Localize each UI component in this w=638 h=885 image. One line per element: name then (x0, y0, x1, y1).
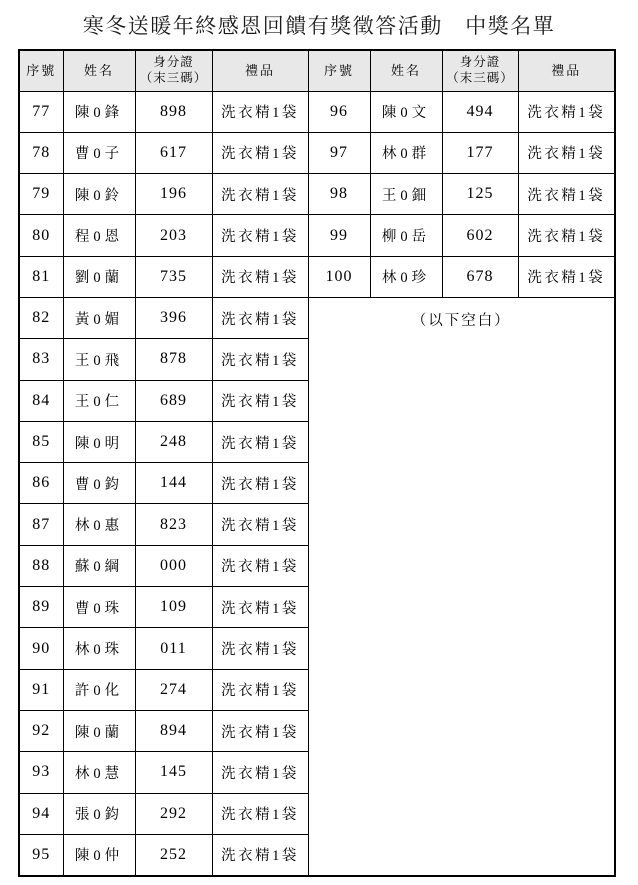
name-cell: 陳0鈴 (63, 174, 135, 215)
gift-cell: 洗衣精1袋 (212, 215, 308, 256)
name-cell: 王0仁 (63, 380, 135, 421)
gift-cell: 洗衣精1袋 (212, 463, 308, 504)
id-cell: 878 (135, 339, 212, 380)
name-cell: 程0恩 (63, 215, 135, 256)
gift-cell: 洗衣精1袋 (212, 174, 308, 215)
table-row (19, 215, 615, 256)
gift-cell: 洗衣精1袋 (518, 132, 615, 173)
name-cell: 曹0珠 (63, 587, 135, 628)
seq-cell: 97 (308, 132, 370, 173)
seq-cell: 89 (19, 587, 63, 628)
name-cell: 陳0蘭 (63, 710, 135, 751)
name-cell: 柳0岳 (370, 215, 442, 256)
gift-cell: 洗衣精1袋 (212, 132, 308, 173)
header-id-line1: 身分證 (153, 55, 194, 70)
header-id-left (135, 50, 212, 91)
name-cell: 蘇0綱 (63, 545, 135, 586)
name-cell: 林0珠 (63, 628, 135, 669)
header-id-right (442, 50, 518, 91)
id-cell: 248 (135, 421, 212, 462)
id-cell: 203 (135, 215, 212, 256)
gift-cell: 洗衣精1袋 (212, 297, 308, 338)
gift-cell: 洗衣精1袋 (212, 545, 308, 586)
seq-cell: 95 (19, 834, 63, 875)
seq-cell: 92 (19, 710, 63, 751)
table-row (19, 91, 615, 132)
gift-cell: 洗衣精1袋 (212, 421, 308, 462)
seq-cell: 83 (19, 339, 63, 380)
name-cell: 陳0仲 (63, 834, 135, 875)
seq-cell: 90 (19, 628, 63, 669)
header-id-line2: （末三碼） (139, 70, 208, 85)
seq-cell: 93 (19, 752, 63, 793)
name-cell: 張0鈞 (63, 793, 135, 834)
gift-cell: 洗衣精1袋 (212, 91, 308, 132)
seq-cell: 88 (19, 545, 63, 586)
header-seq-right: 序號 (308, 50, 370, 91)
name-cell: 王0鈿 (370, 174, 442, 215)
header-row (19, 50, 615, 91)
header-gift-left: 禮品 (212, 50, 308, 91)
name-cell: 曹0子 (63, 132, 135, 173)
id-cell: 000 (135, 545, 212, 586)
name-cell: 曹0鈞 (63, 463, 135, 504)
gift-cell: 洗衣精1袋 (212, 587, 308, 628)
gift-cell: 洗衣精1袋 (212, 504, 308, 545)
header-seq-left: 序號 (19, 50, 63, 91)
id-cell: 894 (135, 710, 212, 751)
id-cell: 274 (135, 669, 212, 710)
header-id-line2: （末三碼） (446, 70, 514, 85)
id-cell: 011 (135, 628, 212, 669)
page-title: 寒冬送暖年終感恩回饋有獎徵答活動 中獎名單 (82, 14, 556, 38)
gift-cell: 洗衣精1袋 (518, 174, 615, 215)
gift-cell: 洗衣精1袋 (212, 834, 308, 875)
gift-cell: 洗衣精1袋 (212, 710, 308, 751)
header-id-line1: 身分證 (459, 55, 501, 70)
id-cell: 898 (135, 91, 212, 132)
gift-cell: 洗衣精1袋 (212, 339, 308, 380)
id-cell: 177 (442, 132, 518, 173)
name-cell: 林0群 (370, 132, 442, 173)
id-cell: 823 (135, 504, 212, 545)
gift-cell: 洗衣精1袋 (212, 256, 308, 297)
id-cell: 109 (135, 587, 212, 628)
id-cell: 494 (442, 91, 518, 132)
seq-cell: 82 (19, 297, 63, 338)
gift-cell: 洗衣精1袋 (518, 91, 615, 132)
id-cell: 689 (135, 380, 212, 421)
seq-cell: 85 (19, 421, 63, 462)
id-cell: 252 (135, 834, 212, 875)
seq-cell: 87 (19, 504, 63, 545)
seq-cell: 96 (308, 91, 370, 132)
table-row (19, 297, 615, 338)
id-cell: 292 (135, 793, 212, 834)
name-cell: 王0飛 (63, 339, 135, 380)
gift-cell: 洗衣精1袋 (518, 215, 615, 256)
name-cell: 陳0明 (63, 421, 135, 462)
id-cell: 602 (442, 215, 518, 256)
gift-cell: 洗衣精1袋 (212, 669, 308, 710)
seq-cell: 91 (19, 669, 63, 710)
gift-cell: 洗衣精1袋 (212, 628, 308, 669)
gift-cell: 洗衣精1袋 (518, 256, 615, 297)
seq-cell: 99 (308, 215, 370, 256)
id-cell: 678 (442, 256, 518, 297)
id-cell: 125 (442, 174, 518, 215)
header-name-left: 姓名 (63, 50, 135, 91)
name-cell: 林0慧 (63, 752, 135, 793)
id-cell: 617 (135, 132, 212, 173)
seq-cell: 79 (19, 174, 63, 215)
id-cell: 735 (135, 256, 212, 297)
blank-note-cell: （以下空白） (308, 297, 615, 875)
gift-cell: 洗衣精1袋 (212, 380, 308, 421)
seq-cell: 78 (19, 132, 63, 173)
seq-cell: 98 (308, 174, 370, 215)
name-cell: 林0珍 (370, 256, 442, 297)
table-row (19, 256, 615, 297)
table-row (19, 174, 615, 215)
seq-cell: 80 (19, 215, 63, 256)
name-cell: 劉0蘭 (63, 256, 135, 297)
header-name-right: 姓名 (370, 50, 442, 91)
seq-cell: 94 (19, 793, 63, 834)
id-cell: 396 (135, 297, 212, 338)
gift-cell: 洗衣精1袋 (212, 793, 308, 834)
seq-cell: 81 (19, 256, 63, 297)
name-cell: 陳0文 (370, 91, 442, 132)
name-cell: 黃0媚 (63, 297, 135, 338)
header-gift-right: 禮品 (518, 50, 615, 91)
id-cell: 145 (135, 752, 212, 793)
name-cell: 林0惠 (63, 504, 135, 545)
name-cell: 陳0鋒 (63, 91, 135, 132)
seq-cell: 84 (19, 380, 63, 421)
seq-cell: 77 (19, 91, 63, 132)
seq-cell: 100 (308, 256, 370, 297)
winners-table (18, 49, 616, 877)
seq-cell: 86 (19, 463, 63, 504)
id-cell: 196 (135, 174, 212, 215)
table-row (19, 132, 615, 173)
gift-cell: 洗衣精1袋 (212, 752, 308, 793)
name-cell: 許0化 (63, 669, 135, 710)
id-cell: 144 (135, 463, 212, 504)
